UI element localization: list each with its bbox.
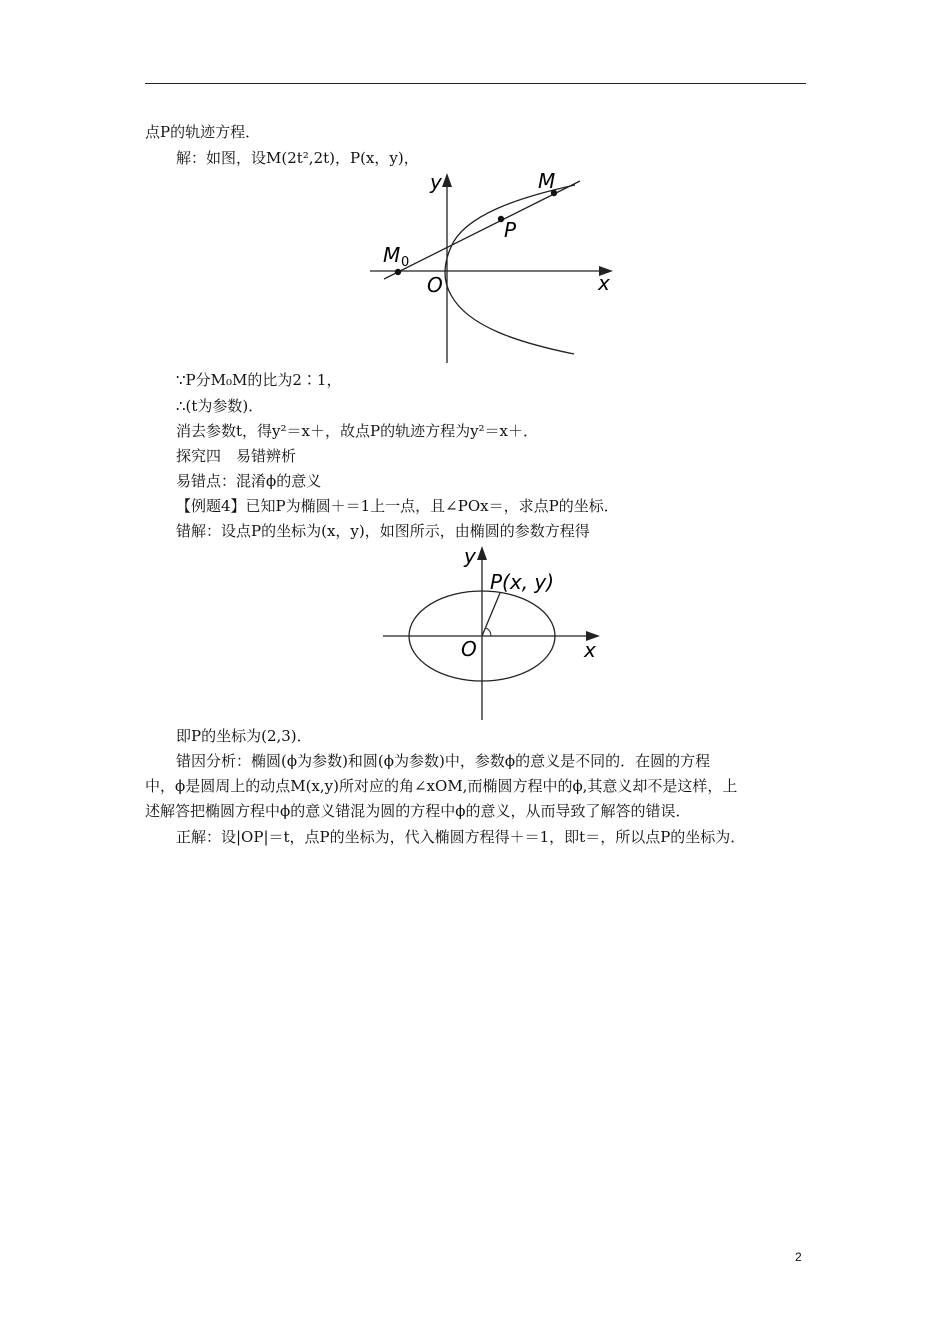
text-line-2: 解：如图，设M(2t²,2t)，P(x，y)， bbox=[176, 149, 419, 167]
label-x: x bbox=[598, 271, 610, 295]
segment-op bbox=[482, 593, 500, 636]
text-line-8: 【例题4】已知P为椭圆＋＝1上一点，且∠POx＝，求点P的坐标． bbox=[176, 497, 619, 515]
y-axis-arrow bbox=[442, 173, 452, 187]
text-line-9: 错解：设点P的坐标为(x，y)，如图所示，由椭圆的参数方程得 bbox=[176, 522, 590, 540]
label-p: P bbox=[504, 218, 517, 242]
label-y: y bbox=[430, 170, 442, 194]
text-line-5: 消去参数t，得y²＝x＋，故点P的轨迹方程为y²＝x＋． bbox=[176, 422, 539, 440]
parabola-svg bbox=[370, 165, 620, 365]
text-line-6: 探究四 易错辨析 bbox=[176, 447, 297, 465]
text-line-3: ∵P分M₀M的比为2∶1， bbox=[176, 371, 342, 389]
text-line-12: 中，ϕ是圆周上的动点M(x,y)所对应的角∠xOM,而椭圆方程中的ϕ,其意义却不是这样，上 bbox=[145, 777, 738, 795]
text-line-1: 点P的轨迹方程． bbox=[145, 123, 261, 141]
page-number: 2 bbox=[795, 1250, 802, 1264]
text-line-11: 错因分析：椭圆(ϕ为参数)和圆(ϕ为参数)中，参数ϕ的意义是不同的．在圆的方程 bbox=[176, 752, 711, 770]
label-origin: O bbox=[461, 637, 477, 661]
label-m0-subscript: 0 bbox=[401, 255, 410, 270]
label-m0: M bbox=[383, 243, 401, 267]
label-m: M bbox=[538, 169, 556, 193]
text-line-14: 正解：设|OP|＝t，点P的坐标为，代入椭圆方程得＋＝1，即t＝，所以点P的坐标为． bbox=[176, 828, 746, 846]
ellipse-svg bbox=[380, 540, 610, 722]
label-y: y bbox=[464, 544, 476, 568]
secant-line bbox=[384, 181, 580, 279]
label-p: P(x, y) bbox=[490, 570, 555, 594]
text-line-4: ∴(t为参数)． bbox=[176, 397, 264, 415]
angle-arc bbox=[486, 628, 491, 636]
text-line-7: 易错点：混淆ϕ的意义 bbox=[176, 472, 322, 490]
parabola-figure bbox=[370, 165, 620, 369]
header-rule bbox=[145, 83, 806, 84]
text-line-13: 述解答把椭圆方程中ϕ的意义错混为圆的方程中ϕ的意义，从而导致了解答的错误． bbox=[145, 802, 691, 820]
text-line-10: 即P的坐标为(2,3)． bbox=[176, 727, 312, 745]
ellipse-figure bbox=[380, 540, 610, 726]
label-x: x bbox=[584, 638, 596, 662]
label-origin: O bbox=[427, 273, 443, 297]
y-axis-arrow bbox=[477, 546, 487, 560]
parabola-curve bbox=[445, 185, 575, 354]
